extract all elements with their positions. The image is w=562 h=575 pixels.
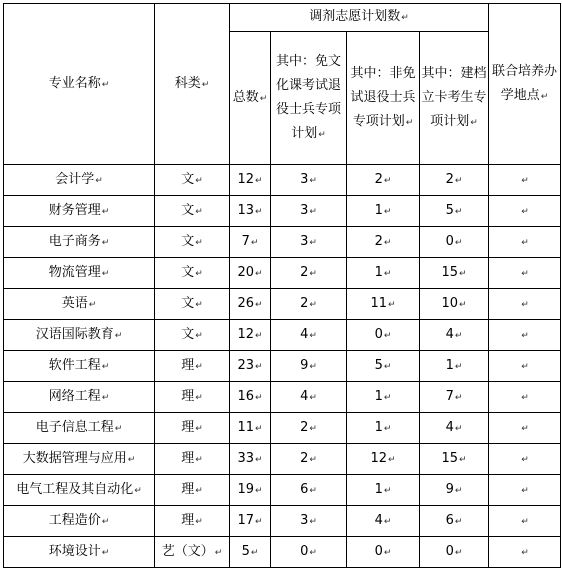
cell-text: 5	[374, 357, 383, 373]
paragraph-mark-icon: ↵	[521, 392, 529, 403]
paragraph-mark-icon: ↵	[134, 485, 142, 496]
header-category: 科类↵	[155, 4, 230, 165]
header-plan-group: 调剂志愿计划数↵	[230, 4, 489, 32]
cell-text: 0	[374, 326, 383, 342]
cell-text: 财务管理	[48, 202, 101, 218]
paragraph-mark-icon: ↵	[114, 423, 123, 434]
major-name-cell	[4, 227, 155, 258]
table-row	[4, 413, 561, 444]
cell-text: 9	[445, 481, 454, 497]
exempt-cell	[271, 413, 347, 444]
paragraph-mark-icon: ↵	[383, 361, 392, 372]
cell-text: 物流管理	[48, 264, 101, 280]
paragraph-mark-icon: ↵	[101, 237, 110, 248]
cell-text: 6	[445, 512, 454, 528]
cell-text: 理	[181, 388, 195, 404]
paragraph-mark-icon: ↵	[383, 392, 392, 403]
exempt-cell	[271, 382, 347, 413]
category-cell	[155, 289, 230, 320]
table-row	[4, 165, 561, 196]
exempt-cell	[271, 196, 347, 227]
location-cell	[489, 537, 561, 568]
paragraph-mark-icon: ↵	[521, 330, 529, 341]
table-row	[4, 258, 561, 289]
poor-cell	[420, 227, 489, 258]
paragraph-mark-icon: ↵	[309, 361, 317, 372]
cell-text: 1	[374, 481, 383, 497]
exempt-cell	[271, 444, 347, 475]
location-cell	[489, 413, 561, 444]
category-cell	[155, 537, 230, 568]
cell-text: 文	[181, 233, 195, 249]
total-cell	[230, 537, 271, 568]
cell-text: 3	[300, 171, 309, 187]
paragraph-mark-icon: ↵	[255, 423, 263, 434]
cell-text: 12	[370, 450, 387, 466]
table-row	[4, 227, 561, 258]
paragraph-mark-icon: ↵	[309, 268, 317, 279]
cell-text: 理	[181, 450, 195, 466]
category-cell	[155, 227, 230, 258]
paragraph-mark-icon: ↵	[101, 268, 110, 279]
paragraph-mark-icon: ↵	[309, 454, 317, 465]
paragraph-mark-icon: ↵	[383, 330, 392, 341]
header-registered-poor: 其中：建档立卡考生专项计划↵	[420, 32, 489, 165]
paragraph-mark-icon: ↵	[383, 268, 392, 279]
paragraph-mark-icon: ↵	[521, 206, 529, 217]
cell-text: 艺（文）	[161, 543, 214, 559]
category-cell	[155, 351, 230, 382]
table-row	[4, 320, 561, 351]
paragraph-mark-icon: ↵	[521, 175, 529, 186]
cell-text: 2	[300, 295, 309, 311]
exempt-cell	[271, 258, 347, 289]
paragraph-mark-icon: ↵	[454, 547, 463, 558]
paragraph-mark-icon: ↵	[383, 423, 392, 434]
location-cell	[489, 289, 561, 320]
major-name-cell	[4, 506, 155, 537]
paragraph-mark-icon: ↵	[255, 485, 263, 496]
exempt-cell	[271, 289, 347, 320]
paragraph-mark-icon: ↵	[195, 206, 203, 217]
paragraph-mark-icon: ↵	[309, 237, 317, 248]
paragraph-mark-icon: ↵	[195, 423, 203, 434]
paragraph-mark-icon: ↵	[309, 330, 317, 341]
poor-cell	[420, 289, 489, 320]
paragraph-mark-icon: ↵	[309, 206, 317, 217]
paragraph-mark-icon: ↵	[195, 361, 203, 372]
total-cell	[230, 258, 271, 289]
cell-text: 11	[237, 419, 254, 435]
paragraph-mark-icon: ↵	[101, 516, 110, 527]
cell-text: 会计学	[55, 171, 95, 187]
adjustment-plan-table	[3, 3, 561, 568]
total-cell	[230, 289, 271, 320]
header-exempt-veterans: 其中：免文化课考试退役士兵专项计划↵	[271, 32, 347, 165]
cell-text: 3	[300, 512, 309, 528]
cell-text: 大数据管理与应用	[22, 450, 127, 466]
location-cell	[489, 227, 561, 258]
paragraph-mark-icon: ↵	[454, 361, 463, 372]
paragraph-mark-icon: ↵	[255, 268, 263, 279]
paragraph-mark-icon: ↵	[195, 237, 203, 248]
cell-text: 6	[300, 481, 309, 497]
paragraph-mark-icon: ↵	[459, 299, 467, 310]
paragraph-mark-icon: ↵	[454, 423, 463, 434]
exempt-cell	[271, 475, 347, 506]
cell-text: 5	[241, 543, 250, 559]
poor-cell	[420, 506, 489, 537]
cell-text: 0	[445, 233, 454, 249]
paragraph-mark-icon: ↵	[195, 485, 203, 496]
total-cell	[230, 382, 271, 413]
cell-text: 12	[237, 171, 254, 187]
category-cell	[155, 165, 230, 196]
cell-text: 英语	[61, 295, 88, 311]
major-name-cell	[4, 444, 155, 475]
cell-text: 10	[441, 295, 458, 311]
cell-text: 7	[445, 388, 454, 404]
paragraph-mark-icon: ↵	[521, 454, 529, 465]
total-cell	[230, 413, 271, 444]
paragraph-mark-icon: ↵	[309, 299, 317, 310]
total-cell	[230, 320, 271, 351]
table-row	[4, 382, 561, 413]
cell-text: 电气工程及其自动化	[16, 481, 134, 497]
cell-text: 工程造价	[48, 512, 101, 528]
cell-text: 11	[370, 295, 387, 311]
total-cell	[230, 227, 271, 258]
cell-text: 12	[237, 326, 254, 342]
header-joint-location: 联合培养办学地点↵	[489, 4, 561, 165]
major-name-cell	[4, 165, 155, 196]
poor-cell	[420, 444, 489, 475]
major-name-cell	[4, 258, 155, 289]
category-cell	[155, 413, 230, 444]
paragraph-mark-icon: ↵	[521, 268, 529, 279]
exempt-cell	[271, 351, 347, 382]
location-cell	[489, 196, 561, 227]
non-exempt-cell	[347, 258, 420, 289]
cell-text: 2	[300, 450, 309, 466]
paragraph-mark-icon: ↵	[454, 206, 463, 217]
paragraph-mark-icon: ↵	[521, 237, 529, 248]
cell-text: 软件工程	[48, 357, 101, 373]
cell-text: 4	[445, 419, 454, 435]
cell-text: 15	[441, 264, 458, 280]
paragraph-mark-icon: ↵	[255, 392, 263, 403]
location-cell	[489, 506, 561, 537]
paragraph-mark-icon: ↵	[309, 423, 317, 434]
category-cell	[155, 444, 230, 475]
header-row-top	[4, 4, 561, 32]
exempt-cell	[271, 165, 347, 196]
location-cell	[489, 382, 561, 413]
exempt-cell	[271, 537, 347, 568]
non-exempt-cell	[347, 506, 420, 537]
cell-text: 15	[441, 450, 458, 466]
paragraph-mark-icon: ↵	[195, 330, 203, 341]
paragraph-mark-icon: ↵	[101, 206, 110, 217]
location-cell	[489, 475, 561, 506]
major-name-cell	[4, 289, 155, 320]
cell-text: 4	[300, 326, 309, 342]
cell-text: 文	[181, 326, 195, 342]
non-exempt-cell	[347, 382, 420, 413]
major-name-cell	[4, 475, 155, 506]
poor-cell	[420, 320, 489, 351]
paragraph-mark-icon: ↵	[127, 454, 136, 465]
poor-cell	[420, 351, 489, 382]
cell-text: 19	[237, 481, 254, 497]
paragraph-mark-icon: ↵	[195, 175, 203, 186]
cell-text: 网络工程	[48, 388, 101, 404]
paragraph-mark-icon: ↵	[195, 392, 203, 403]
paragraph-mark-icon: ↵	[454, 237, 463, 248]
exempt-cell	[271, 506, 347, 537]
paragraph-mark-icon: ↵	[521, 485, 529, 496]
non-exempt-cell	[347, 413, 420, 444]
header-total: 总数↵	[230, 32, 271, 165]
paragraph-mark-icon: ↵	[459, 268, 467, 279]
exempt-cell	[271, 227, 347, 258]
cell-text: 20	[237, 264, 254, 280]
total-cell	[230, 196, 271, 227]
paragraph-mark-icon: ↵	[255, 330, 263, 341]
paragraph-mark-icon: ↵	[454, 330, 463, 341]
non-exempt-cell	[347, 165, 420, 196]
paragraph-mark-icon: ↵	[101, 361, 110, 372]
non-exempt-cell	[347, 320, 420, 351]
paragraph-mark-icon: ↵	[250, 237, 259, 248]
paragraph-mark-icon: ↵	[195, 268, 203, 279]
cell-text: 理	[181, 419, 195, 435]
poor-cell	[420, 382, 489, 413]
cell-text: 电子信息工程	[35, 419, 114, 435]
paragraph-mark-icon: ↵	[309, 175, 317, 186]
paragraph-mark-icon: ↵	[255, 516, 263, 527]
paragraph-mark-icon: ↵	[383, 206, 392, 217]
paragraph-mark-icon: ↵	[195, 516, 203, 527]
cell-text: 3	[300, 202, 309, 218]
paragraph-mark-icon: ↵	[521, 547, 529, 558]
paragraph-mark-icon: ↵	[214, 547, 223, 558]
paragraph-mark-icon: ↵	[383, 175, 392, 186]
cell-text: 文	[181, 171, 195, 187]
poor-cell	[420, 258, 489, 289]
category-cell	[155, 320, 230, 351]
paragraph-mark-icon: ↵	[309, 485, 317, 496]
location-cell	[489, 165, 561, 196]
cell-text: 环境设计	[48, 543, 101, 559]
paragraph-mark-icon: ↵	[521, 361, 529, 372]
paragraph-mark-icon: ↵	[454, 392, 463, 403]
paragraph-mark-icon: ↵	[383, 237, 392, 248]
cell-text: 9	[300, 357, 309, 373]
major-name-cell	[4, 196, 155, 227]
poor-cell	[420, 196, 489, 227]
table-row	[4, 537, 561, 568]
cell-text: 4	[374, 512, 383, 528]
cell-text: 2	[374, 171, 383, 187]
poor-cell	[420, 537, 489, 568]
non-exempt-cell	[347, 196, 420, 227]
cell-text: 5	[445, 202, 454, 218]
paragraph-mark-icon: ↵	[309, 547, 317, 558]
cell-text: 2	[300, 419, 309, 435]
cell-text: 1	[374, 202, 383, 218]
cell-text: 1	[374, 264, 383, 280]
cell-text: 0	[300, 543, 309, 559]
paragraph-mark-icon: ↵	[521, 299, 529, 310]
paragraph-mark-icon: ↵	[388, 454, 396, 465]
paragraph-mark-icon: ↵	[383, 485, 392, 496]
category-cell	[155, 196, 230, 227]
cell-text: 2	[445, 171, 454, 187]
paragraph-mark-icon: ↵	[195, 299, 203, 310]
cell-text: 17	[237, 512, 254, 528]
paragraph-mark-icon: ↵	[309, 516, 317, 527]
paragraph-mark-icon: ↵	[454, 516, 463, 527]
total-cell	[230, 165, 271, 196]
major-name-cell	[4, 320, 155, 351]
paragraph-mark-icon: ↵	[114, 330, 123, 341]
location-cell	[489, 444, 561, 475]
table-row	[4, 351, 561, 382]
cell-text: 文	[181, 264, 195, 280]
cell-text: 1	[445, 357, 454, 373]
paragraph-mark-icon: ↵	[101, 547, 110, 558]
cell-text: 2	[374, 233, 383, 249]
total-cell	[230, 506, 271, 537]
cell-text: 汉语国际教育	[35, 326, 114, 342]
major-name-cell	[4, 351, 155, 382]
non-exempt-cell	[347, 289, 420, 320]
major-name-cell	[4, 537, 155, 568]
non-exempt-cell	[347, 227, 420, 258]
cell-text: 16	[237, 388, 254, 404]
paragraph-mark-icon: ↵	[309, 392, 317, 403]
cell-text: 4	[300, 388, 309, 404]
paragraph-mark-icon: ↵	[255, 454, 263, 465]
cell-text: 1	[374, 419, 383, 435]
paragraph-mark-icon: ↵	[383, 547, 392, 558]
table-row	[4, 475, 561, 506]
header-non-exempt-veterans: 其中：非免试退役士兵专项计划↵	[347, 32, 420, 165]
paragraph-mark-icon: ↵	[250, 547, 259, 558]
major-name-cell	[4, 382, 155, 413]
paragraph-mark-icon: ↵	[255, 206, 263, 217]
paragraph-mark-icon: ↵	[521, 423, 529, 434]
table-row	[4, 289, 561, 320]
total-cell	[230, 444, 271, 475]
paragraph-mark-icon: ↵	[88, 299, 97, 310]
category-cell	[155, 382, 230, 413]
cell-text: 4	[445, 326, 454, 342]
paragraph-mark-icon: ↵	[195, 454, 203, 465]
location-cell	[489, 351, 561, 382]
non-exempt-cell	[347, 351, 420, 382]
poor-cell	[420, 475, 489, 506]
poor-cell	[420, 413, 489, 444]
cell-text: 3	[300, 233, 309, 249]
table-row	[4, 444, 561, 475]
total-cell	[230, 475, 271, 506]
cell-text: 26	[237, 295, 254, 311]
major-name-cell	[4, 413, 155, 444]
paragraph-mark-icon: ↵	[454, 485, 463, 496]
poor-cell	[420, 165, 489, 196]
paragraph-mark-icon: ↵	[388, 299, 396, 310]
cell-text: 文	[181, 202, 195, 218]
category-cell	[155, 258, 230, 289]
table-row	[4, 196, 561, 227]
cell-text: 理	[181, 357, 195, 373]
non-exempt-cell	[347, 537, 420, 568]
non-exempt-cell	[347, 444, 420, 475]
paragraph-mark-icon: ↵	[521, 516, 529, 527]
paragraph-mark-icon: ↵	[383, 516, 392, 527]
cell-text: 0	[374, 543, 383, 559]
category-cell	[155, 506, 230, 537]
cell-text: 理	[181, 481, 195, 497]
paragraph-mark-icon: ↵	[454, 175, 463, 186]
location-cell	[489, 320, 561, 351]
cell-text: 文	[181, 295, 195, 311]
exempt-cell	[271, 320, 347, 351]
cell-text: 33	[237, 450, 254, 466]
paragraph-mark-icon: ↵	[255, 175, 263, 186]
cell-text: 1	[374, 388, 383, 404]
location-cell	[489, 258, 561, 289]
paragraph-mark-icon: ↵	[255, 361, 263, 372]
total-cell	[230, 351, 271, 382]
paragraph-mark-icon: ↵	[255, 299, 263, 310]
cell-text: 23	[237, 357, 254, 373]
document-page	[3, 3, 561, 568]
table-row	[4, 506, 561, 537]
table-body	[4, 4, 561, 568]
cell-text: 0	[445, 543, 454, 559]
paragraph-mark-icon: ↵	[95, 175, 103, 186]
cell-text: 13	[237, 202, 254, 218]
header-major-name: 专业名称↵	[4, 4, 155, 165]
category-cell	[155, 475, 230, 506]
non-exempt-cell	[347, 475, 420, 506]
cell-text: 2	[300, 264, 309, 280]
cell-text: 理	[181, 512, 195, 528]
cell-text: 7	[241, 233, 250, 249]
paragraph-mark-icon: ↵	[101, 392, 110, 403]
paragraph-mark-icon: ↵	[459, 454, 467, 465]
cell-text: 电子商务	[48, 233, 101, 249]
